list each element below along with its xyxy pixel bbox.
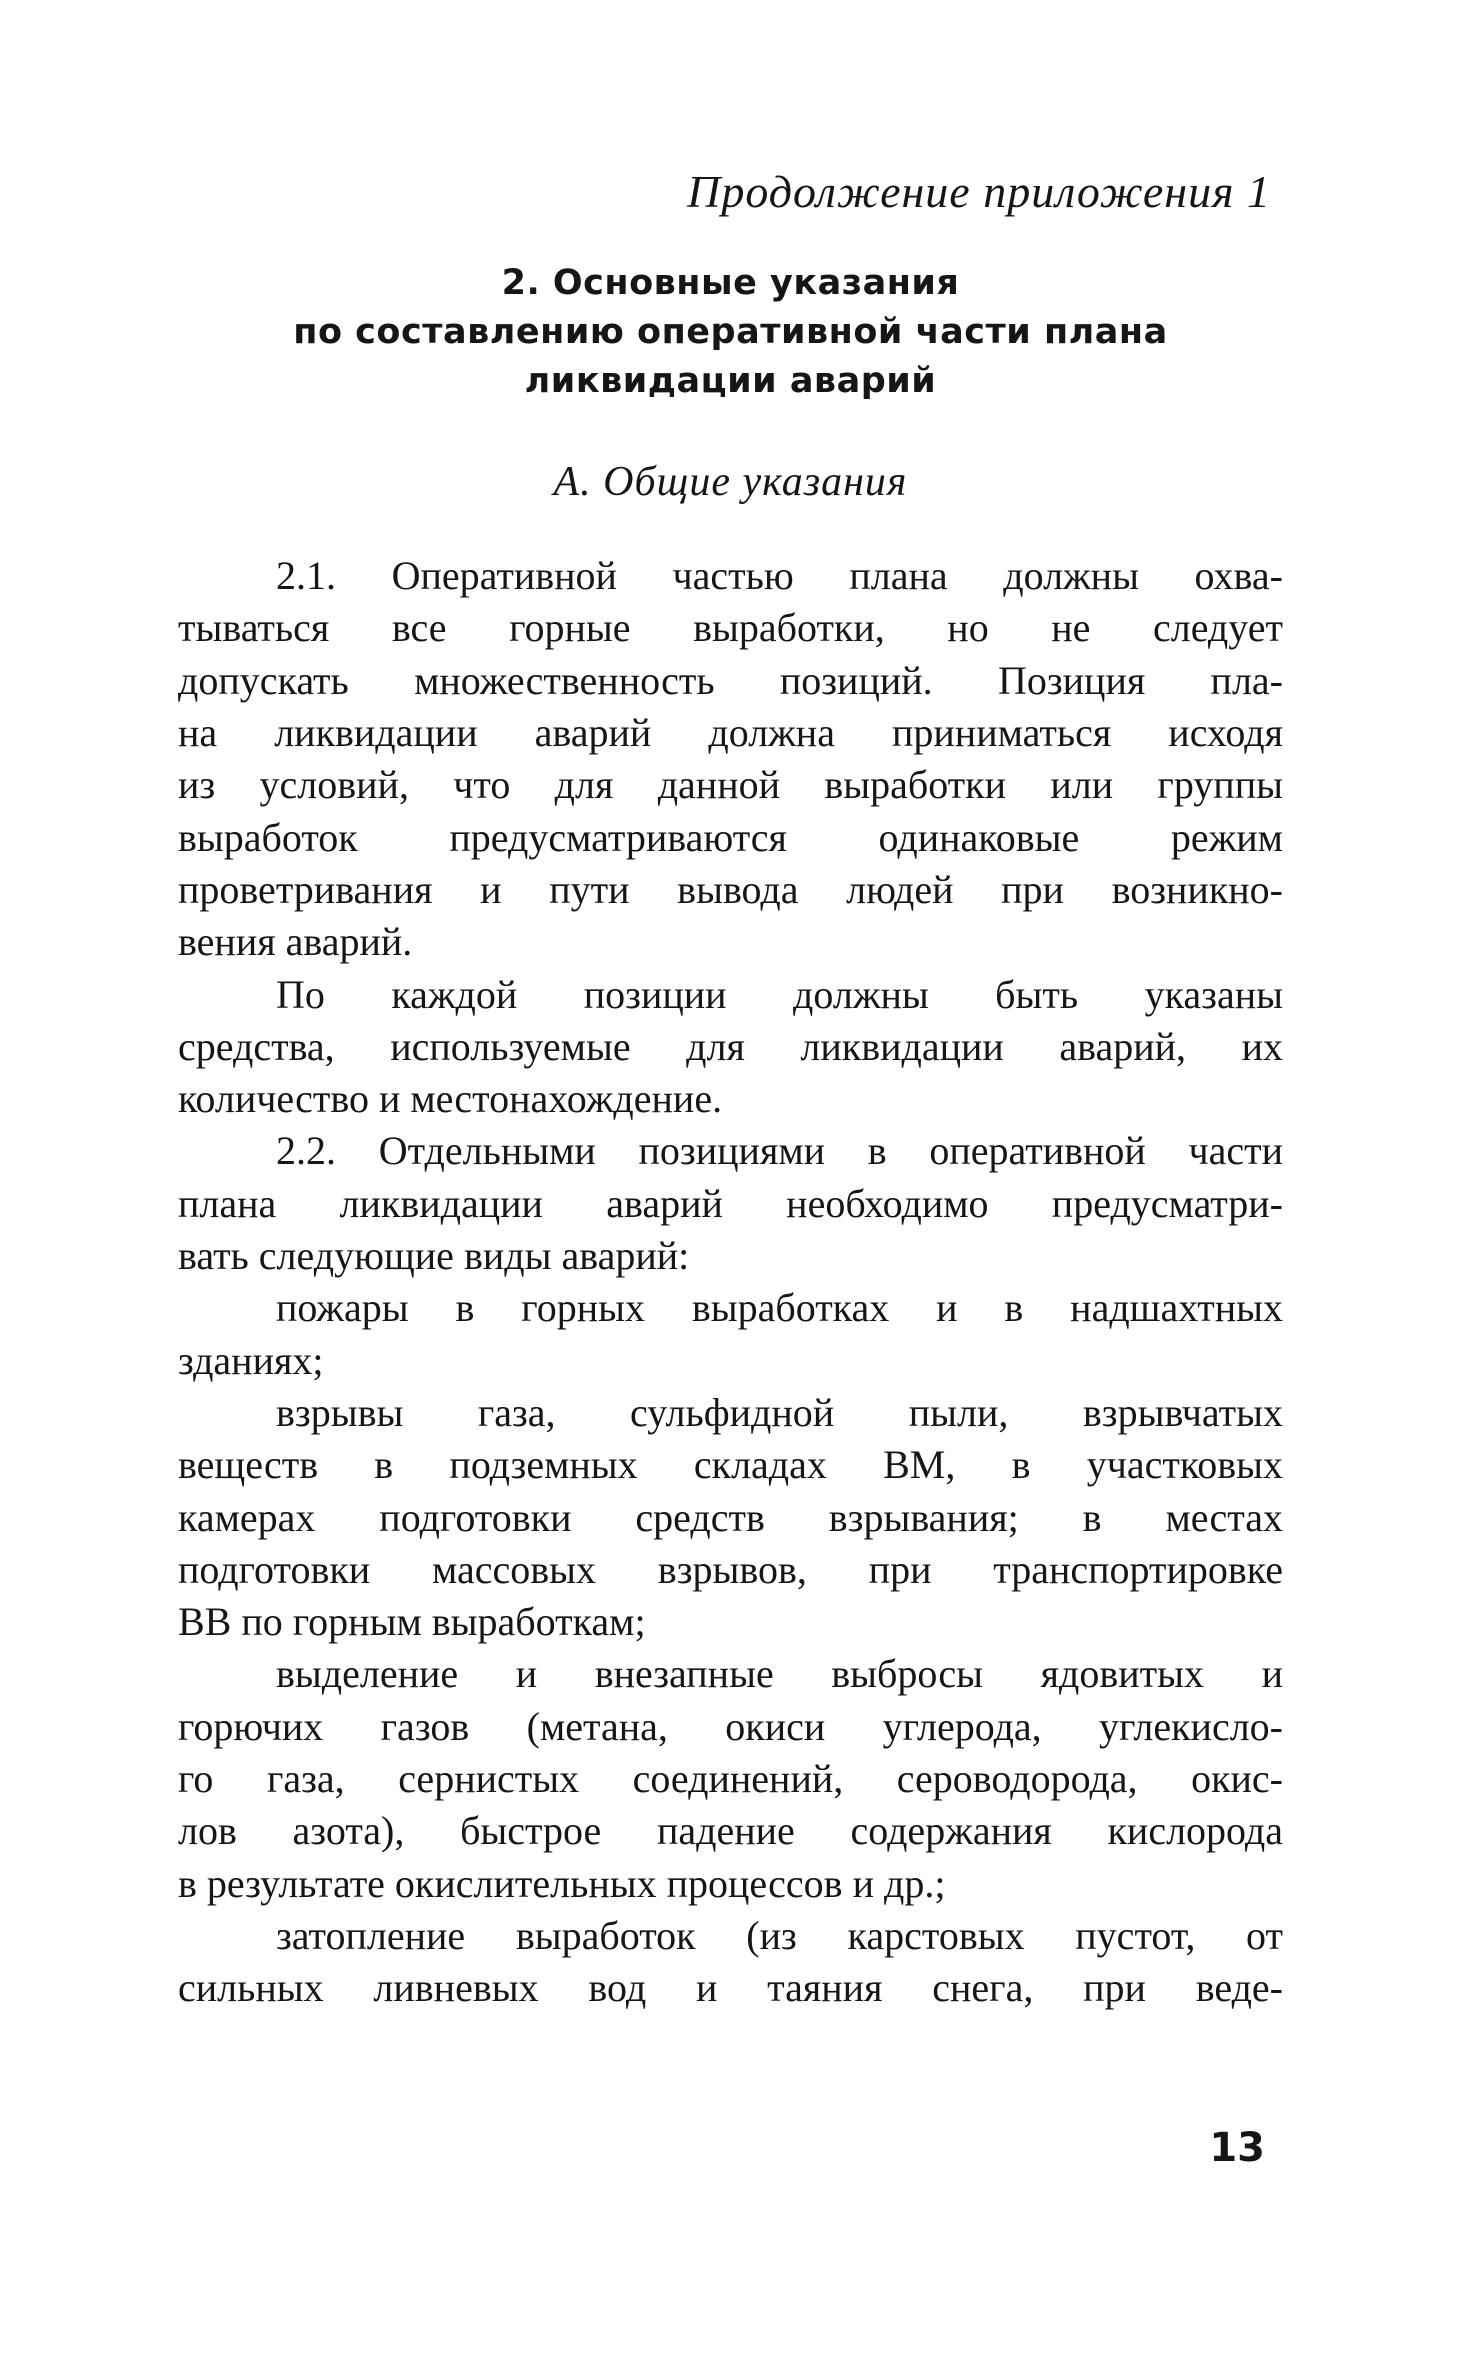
text-line: на ликвидации аварий должна приниматься исходя: [178, 710, 1283, 756]
section-heading-line-1: 2. Основные указания: [501, 263, 960, 304]
paragraph: [178, 969, 1283, 1126]
text-line: вать следующие виды аварий:: [178, 1233, 690, 1279]
text-line: го газа, сернистых соединений, сероводорода, окис-: [178, 1756, 1283, 1802]
text-line: 2.2. Отдельными позициями в оперативной части: [276, 1128, 1283, 1174]
paragraph: [178, 1648, 1283, 1909]
section-heading-line-2: по составлению оперативной части плана: [293, 312, 1168, 353]
text-line: ВВ по горным выработкам;: [178, 1599, 646, 1645]
text-line: 2.1. Оперативной частью плана должны охва-: [276, 553, 1283, 599]
text-line: средства, используемые для ликвидации аварий, их: [178, 1023, 1283, 1069]
book-page: [178, 150, 1283, 2330]
running-head: Продолжение приложения 1: [687, 166, 1271, 217]
text-line: плана ликвидации аварий необходимо предусматри-: [178, 1180, 1283, 1226]
text-line: из условий, что для данной выработки или группы: [178, 762, 1283, 808]
text-line: допускать множественность позиций. Позиция пла-: [178, 657, 1283, 703]
paragraph: [178, 1125, 1283, 1282]
text-line: пожары в горных выработках и в надшахтных: [276, 1285, 1283, 1331]
text-line: выделение и внезапные выбросы ядовитых и: [276, 1651, 1283, 1697]
text-line: подготовки массовых взрывов, при транспортировке: [178, 1546, 1283, 1592]
text-line: затопление выработок (из карстовых пустот, от: [276, 1912, 1283, 1958]
subsection-heading: А. Общие указания: [553, 459, 908, 506]
text-line: выработок предусматриваются одинаковые режим: [178, 814, 1283, 860]
text-line: в результате окислительных процессов и др.;: [178, 1860, 946, 1906]
text-line: сильных ливневых вод и таяния снега, при веде-: [178, 1965, 1283, 2011]
page-number: 13: [1209, 2125, 1265, 2171]
text-line: горючих газов (метана, окиси углерода, углекисло-: [178, 1703, 1283, 1749]
text-line: количество и местонахождение.: [178, 1076, 723, 1122]
text-line: взрывы газа, сульфидной пыли, взрывчатых: [276, 1389, 1283, 1435]
text-line: камерах подготовки средств взрывания; в местах: [178, 1494, 1283, 1540]
text-line: веществ в подземных складах ВМ, в участковых: [178, 1442, 1283, 1488]
text-line: По каждой позиции должны быть указаны: [276, 971, 1283, 1017]
text-line: проветривания и пути вывода людей при возникно-: [178, 866, 1283, 912]
section-heading-line-3: ликвидации аварий: [524, 361, 937, 402]
text-line: лов азота), быстрое падение содержания кислорода: [178, 1808, 1283, 1854]
paragraph: [178, 550, 1283, 968]
text-line: зданиях;: [178, 1337, 324, 1383]
body-text: [178, 550, 1283, 2014]
paragraph: [178, 1910, 1283, 2015]
paragraph: [178, 1387, 1283, 1648]
paragraph: [178, 1282, 1283, 1387]
text-line: тываться все горные выработки, но не следует: [178, 605, 1283, 651]
text-line: вения аварий.: [178, 919, 413, 965]
section-heading: [178, 259, 1283, 406]
